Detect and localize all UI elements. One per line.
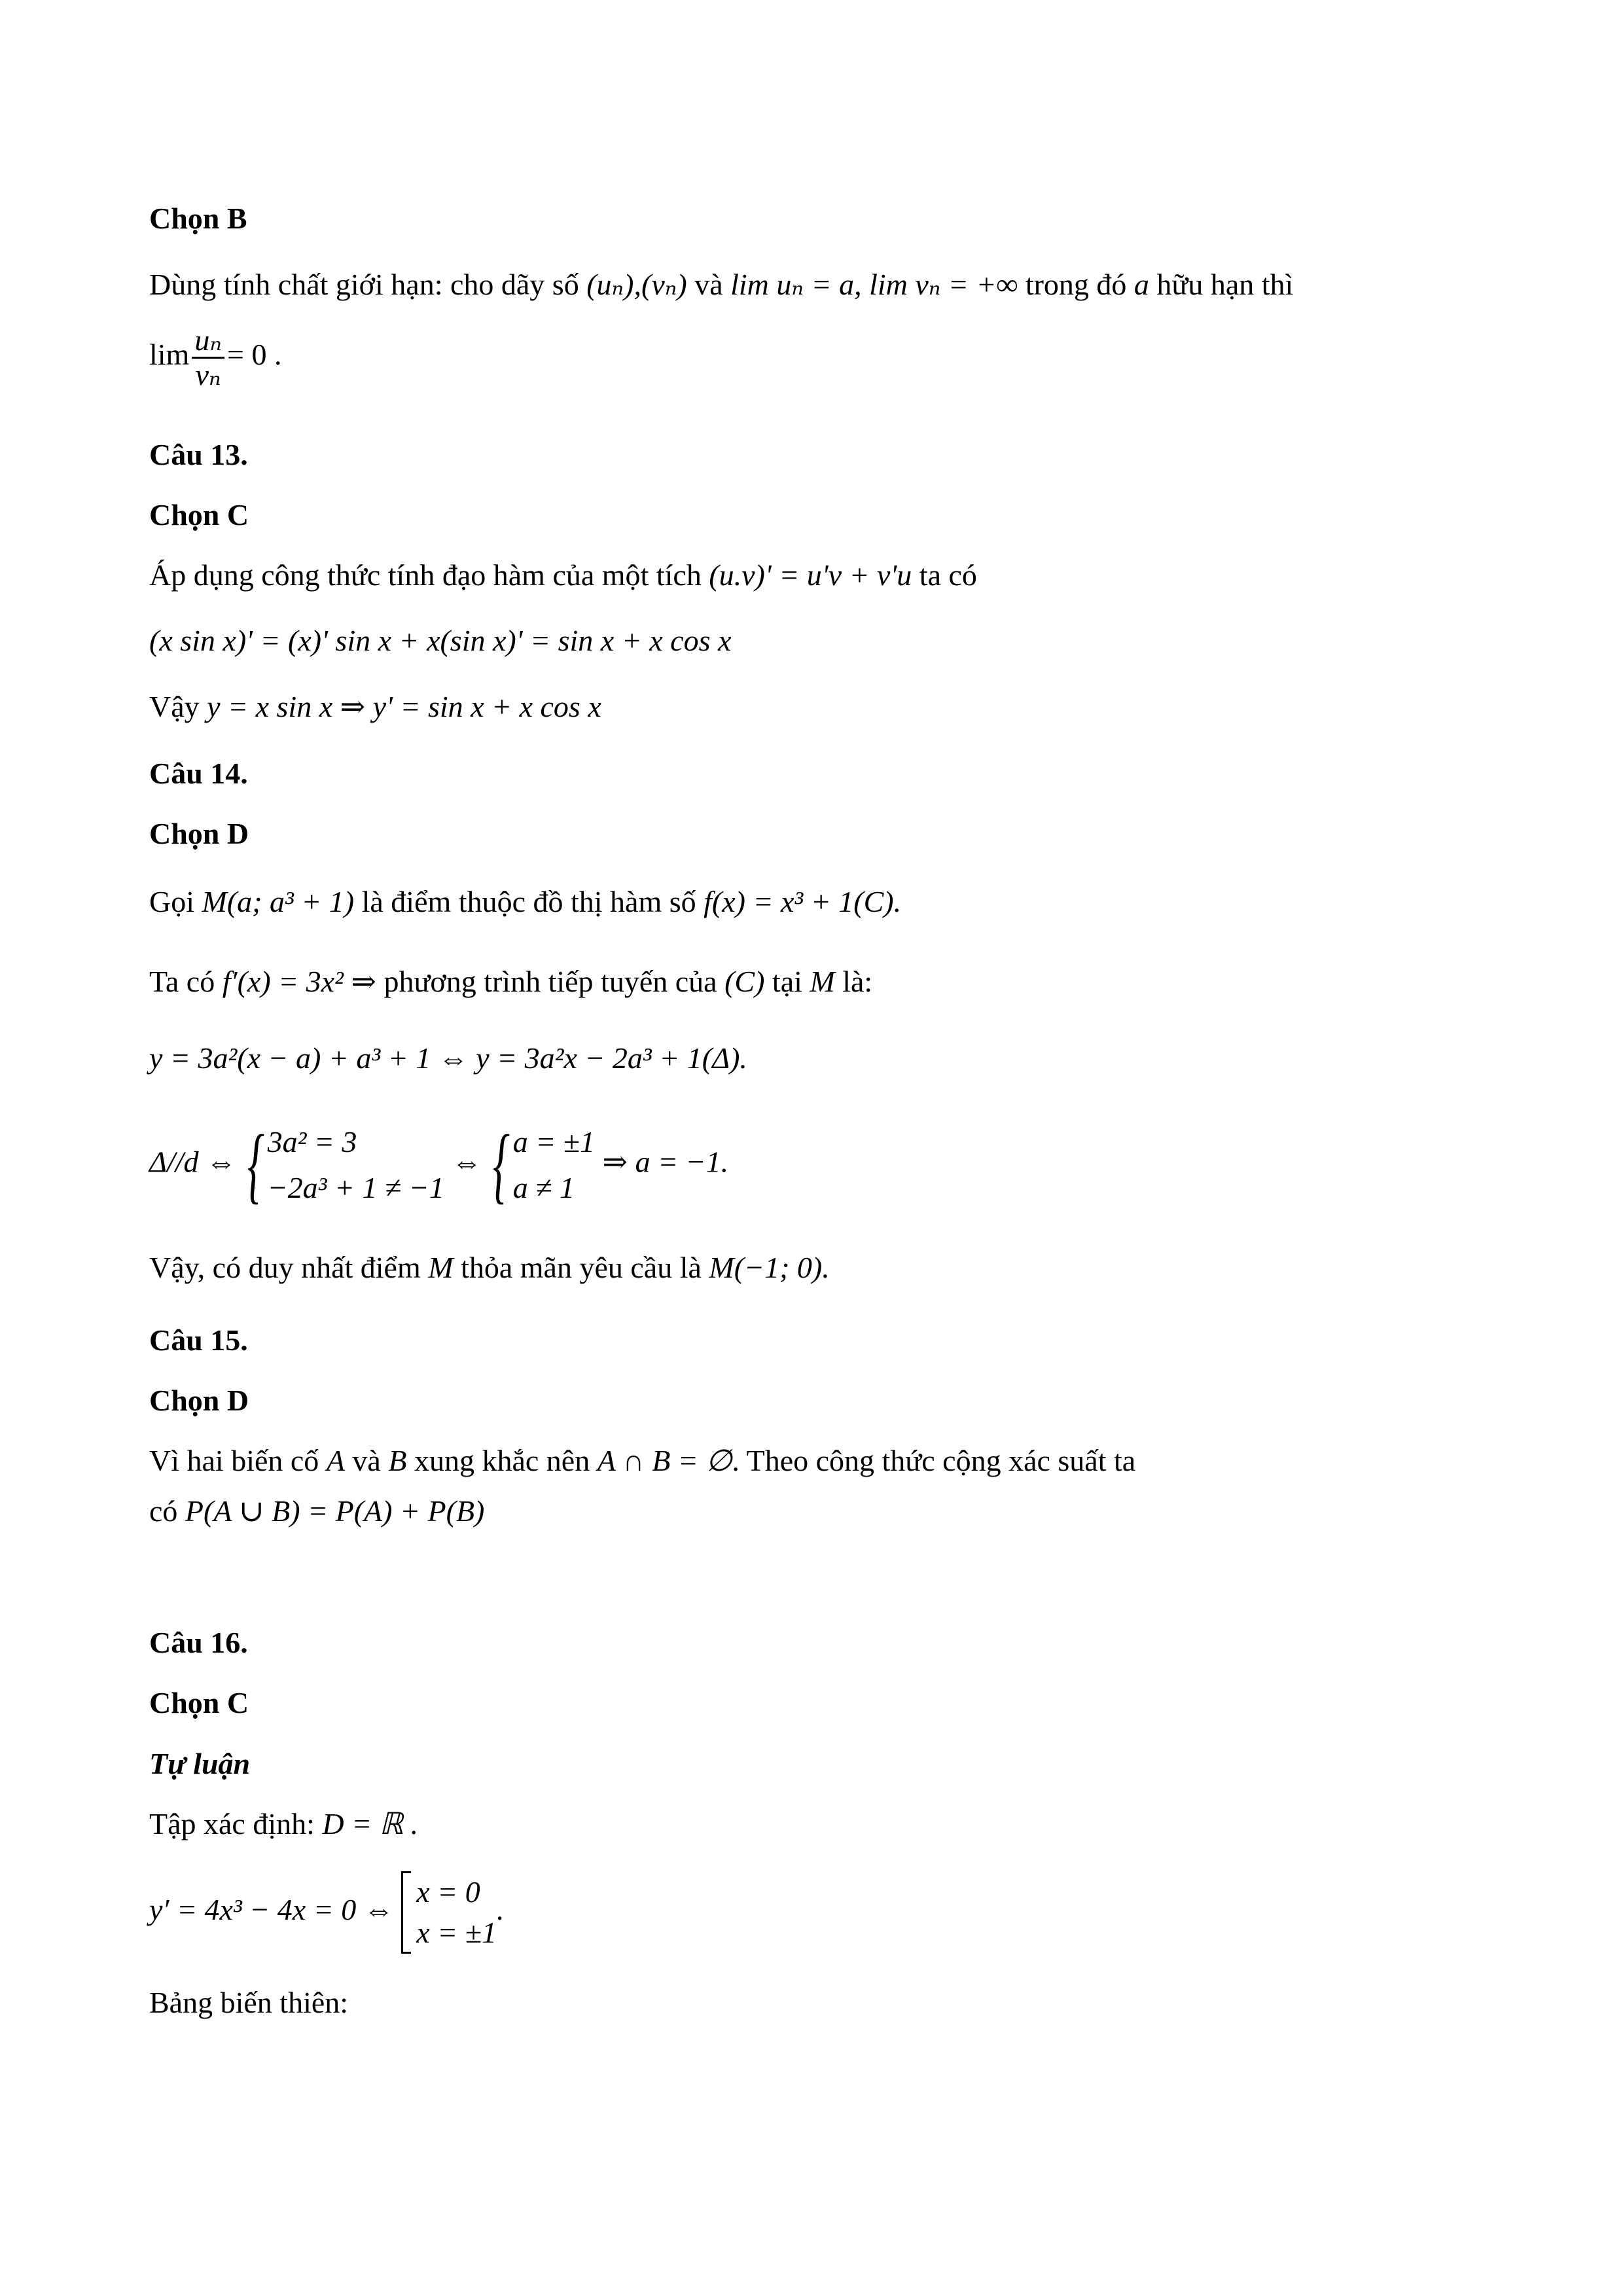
formula-system — [149, 1119, 728, 1211]
math: A ∩ B = ∅ — [597, 1444, 732, 1477]
text: Vì hai biến cố — [149, 1444, 327, 1477]
paragraph — [149, 1249, 830, 1286]
equals-zero: = 0 . — [227, 338, 282, 372]
answer-heading: Chọn D — [149, 1384, 249, 1417]
text: là: — [834, 965, 873, 998]
system-2 — [490, 1119, 595, 1211]
math: y = x sin x ⇒ y' = sin x + x cos x — [207, 690, 601, 723]
paragraph — [149, 1493, 484, 1530]
text: và — [687, 268, 731, 301]
paragraph — [149, 266, 1293, 303]
math: (uₙ),(vₙ) — [586, 268, 687, 301]
math: M — [428, 1251, 454, 1284]
paragraph — [149, 1443, 1135, 1479]
answer-heading: Chọn D — [149, 817, 249, 850]
text: phương trình tiếp tuyến của — [376, 965, 725, 998]
text: Tập xác định: — [149, 1807, 323, 1840]
question-heading: Câu 13. — [149, 438, 248, 471]
math: (u.v)' = u'v + v'u — [709, 558, 912, 592]
paragraph — [149, 1806, 418, 1842]
text: Vậy — [149, 690, 207, 723]
eq: x = ±1 — [416, 1916, 497, 1950]
math: M(a; a³ + 1) — [202, 885, 355, 918]
text: và — [344, 1444, 389, 1477]
math: P(A ∪ B) = P(A) + P(B) — [185, 1494, 485, 1528]
text: ta có — [912, 558, 977, 592]
text: Áp dụng công thức tính đạo hàm của một tích — [149, 558, 709, 592]
math: A — [326, 1444, 345, 1477]
paragraph — [149, 963, 872, 1000]
formula: (x sin x)' = (x)' sin x + x(sin x)' = sin x + x cos x — [149, 624, 732, 657]
answer-heading: Chọn C — [149, 1686, 249, 1719]
math: f′(x) = 3x² ⇒ — [222, 965, 376, 998]
denominator: vₙ — [195, 358, 221, 391]
brace-icon: { — [247, 1118, 264, 1212]
math: M(−1; 0). — [709, 1251, 830, 1284]
answer-heading: Chọn B — [149, 202, 247, 235]
math: Δ//d ⇔ — [149, 1145, 237, 1179]
text: là điểm thuộc đồ thị hàm số — [354, 885, 704, 918]
formula-limit — [149, 324, 281, 391]
math: ⇔ — [452, 1145, 482, 1179]
dot: . — [496, 1893, 505, 1926]
math: B — [388, 1444, 407, 1477]
eq: a ≠ 1 — [512, 1171, 575, 1204]
paragraph — [149, 689, 601, 725]
eq: x = 0 — [416, 1875, 480, 1909]
question-heading: Câu 16. — [149, 1626, 248, 1659]
math: lim uₙ = a, lim vₙ = +∞ — [730, 268, 1018, 301]
text: tại — [764, 965, 810, 998]
text: có — [149, 1494, 185, 1528]
text: Ta có — [149, 965, 223, 998]
eq: a = ±1 — [512, 1125, 596, 1158]
numerator: uₙ — [192, 324, 224, 359]
question-heading: Câu 15. — [149, 1323, 248, 1357]
brace-icon: { — [492, 1118, 510, 1212]
math: f(x) = x³ + 1(C). — [704, 885, 902, 918]
bracket-icon — [401, 1871, 411, 1954]
solution-set — [401, 1871, 497, 1954]
system-1 — [244, 1119, 444, 1211]
math: M — [810, 965, 835, 998]
math: a — [1133, 268, 1149, 301]
question-heading: Câu 14. — [149, 757, 248, 790]
text: Gọi — [149, 885, 202, 918]
paragraph — [149, 557, 977, 594]
paragraph: Bảng biến thiên: — [149, 1986, 349, 2019]
math: D = ℝ . — [322, 1807, 419, 1840]
text: thỏa mãn yêu cầu là — [453, 1251, 709, 1284]
answer-heading: Chọn C — [149, 498, 249, 531]
formula: y = 3a²(x − a) + a³ + 1 ⇔ y = 3a²x − 2a³ + 1(Δ). — [149, 1041, 747, 1075]
text: hữu hạn thì — [1149, 268, 1294, 301]
math: y′ = 4x³ − 4x = 0 ⇔ — [149, 1893, 394, 1926]
math: ⇒ a = −1. — [602, 1145, 729, 1179]
fraction — [192, 324, 224, 391]
text: Vậy, có duy nhất điểm — [149, 1251, 429, 1284]
paragraph — [149, 884, 901, 920]
formula-derivative — [149, 1869, 504, 1954]
text: xung khắc nên — [406, 1444, 597, 1477]
lim: lim — [149, 338, 190, 372]
eq: −2a³ + 1 ≠ −1 — [267, 1171, 444, 1204]
eq: 3a² = 3 — [267, 1125, 357, 1158]
subheading: Tự luận — [149, 1747, 251, 1780]
text: trong đó — [1018, 268, 1134, 301]
math: (C) — [724, 965, 765, 998]
text: Dùng tính chất giới hạn: cho dãy số — [149, 268, 587, 301]
text: . Theo công thức cộng xác suất ta — [732, 1444, 1136, 1477]
